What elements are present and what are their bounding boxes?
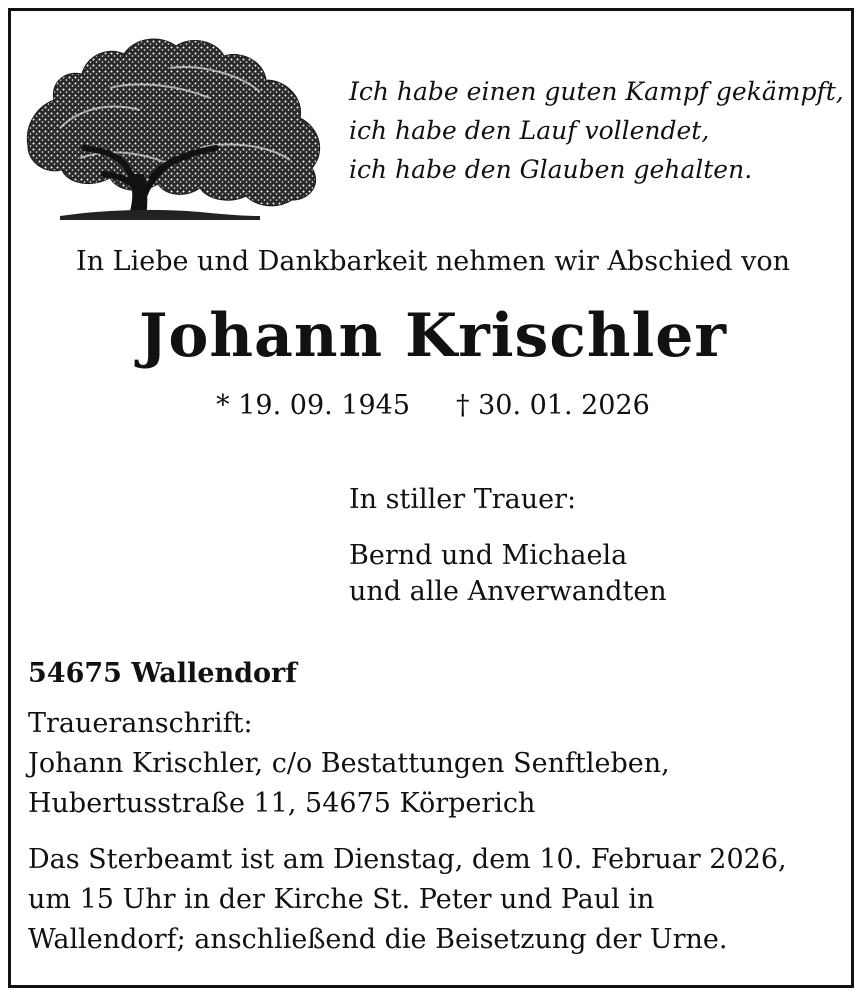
- place-of-residence: 54675 Wallendorf: [28, 658, 297, 689]
- funeral-service-info: [28, 840, 787, 960]
- address-line: Johann Krischler, c/o Bestattungen Senftleben,: [28, 748, 670, 779]
- mourning-address: [28, 704, 670, 824]
- deceased-name: Johann Krischler: [138, 301, 728, 371]
- mourners-line: und alle Anverwandten: [349, 576, 667, 607]
- death-date: † 30. 01. 2026: [456, 390, 650, 421]
- address-label: Traueranschrift:: [28, 708, 253, 739]
- tree-icon: [20, 28, 330, 228]
- birth-date: * 19. 09. 1945: [216, 390, 410, 421]
- farewell-intro: In Liebe und Dankbarkeit nehmen wir Abschied von: [76, 246, 790, 277]
- mourners-heading: In stiller Trauer:: [349, 484, 577, 515]
- quote-line: ich habe den Lauf vollendet,: [349, 116, 710, 145]
- bible-quote: [349, 72, 844, 189]
- quote-line: ich habe den Glauben gehalten.: [349, 155, 753, 184]
- service-line: um 15 Uhr in der Kirche St. Peter und Paul in: [28, 884, 655, 915]
- service-line: Wallendorf; anschließend die Beisetzung der Urne.: [28, 924, 728, 955]
- mourners-block: [349, 482, 667, 610]
- quote-line: Ich habe einen guten Kampf gekämpft,: [349, 77, 844, 106]
- address-line: Hubertusstraße 11, 54675 Körperich: [28, 788, 536, 819]
- mourners-line: Bernd und Michaela: [349, 540, 628, 571]
- service-line: Das Sterbeamt ist am Dienstag, dem 10. Februar 2026,: [28, 844, 787, 875]
- life-dates: [0, 386, 866, 426]
